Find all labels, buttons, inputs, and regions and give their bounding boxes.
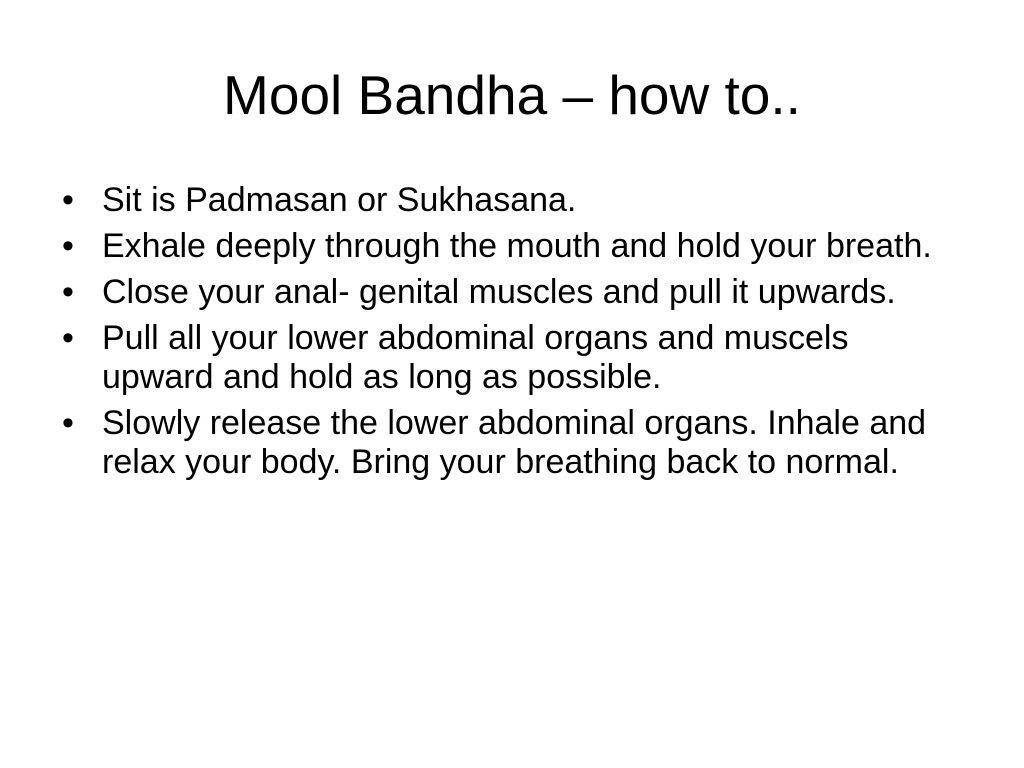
bullet-item — [62, 273, 962, 312]
bullet-icon: • — [62, 273, 74, 311]
bullet-icon: • — [62, 227, 74, 265]
bullet-icon: • — [62, 404, 74, 442]
bullet-text: Pull all your lower abdominal organs and muscels upward and hold as long as possible. — [102, 319, 849, 396]
bullet-icon: • — [62, 181, 74, 219]
bullet-icon: • — [62, 319, 74, 357]
bullet-text: Exhale deeply through the mouth and hold your breath. — [102, 227, 932, 265]
bullet-item — [62, 227, 962, 266]
bullet-text: Slowly release the lower abdominal organs. Inhale and relax your body. Bring your breathing back to normal. — [102, 404, 927, 481]
bullet-list — [62, 181, 962, 489]
slide-title: Mool Bandha – how to.. — [223, 64, 801, 126]
bullet-item — [62, 319, 962, 397]
bullet-item — [62, 404, 962, 482]
bullet-item — [62, 181, 962, 220]
bullet-text: Close your anal- genital muscles and pull it upwards. — [102, 273, 896, 311]
bullet-text: Sit is Padmasan or Sukhasana. — [102, 181, 577, 219]
